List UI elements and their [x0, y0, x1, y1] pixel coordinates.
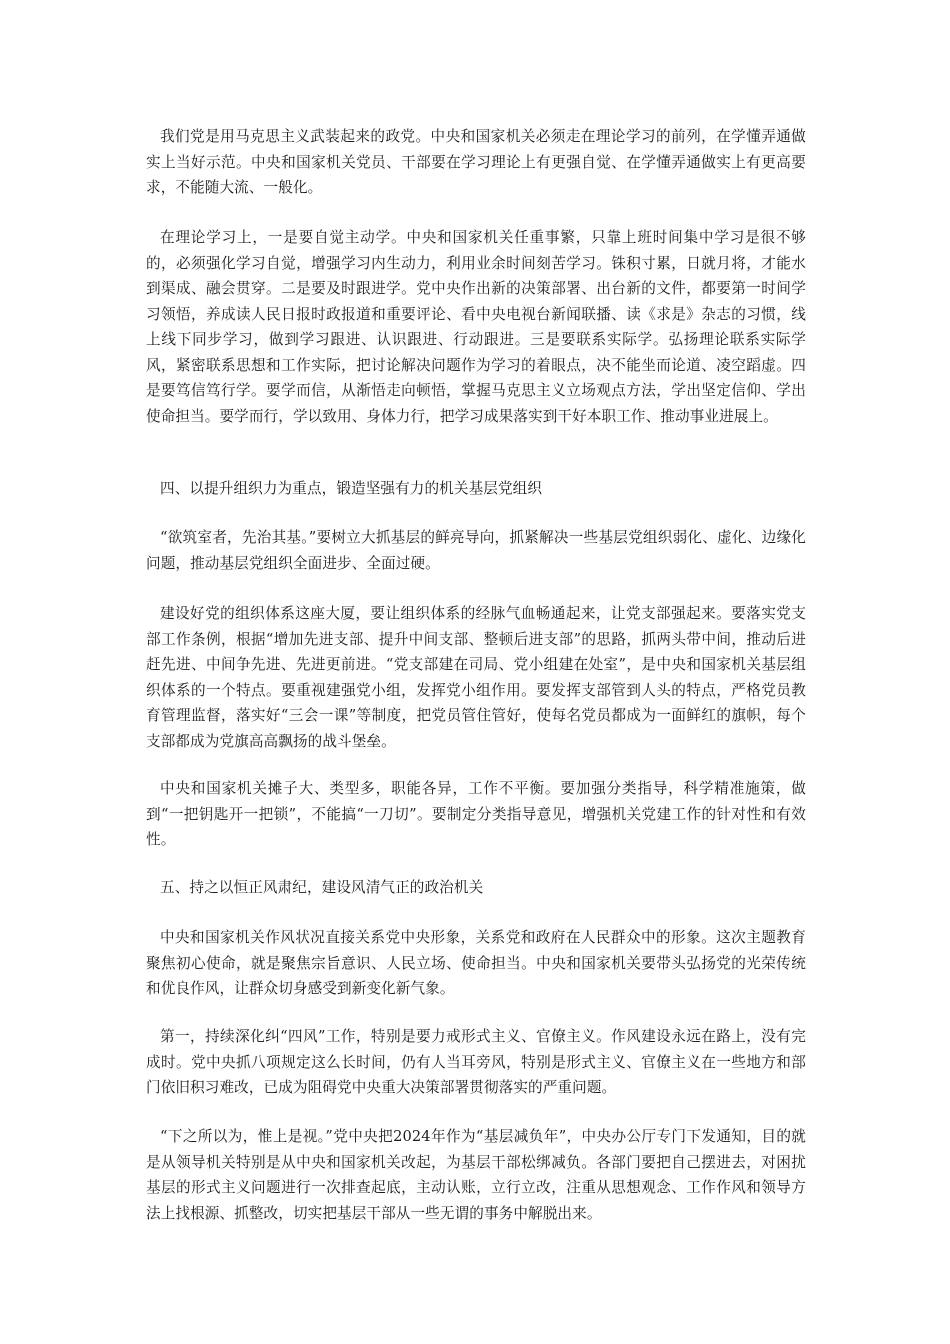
section-heading-five: 五、持之以恒正风肃纪，建设风清气正的政治机关	[160, 879, 484, 896]
paragraph-theory-study-methods: 在理论学习上，一是要自觉主动学。中央和国家机关任重事繁，只靠上班时间集中学习是很不够的，必须强化学习自觉，增强学习内生动力，利用业余时间刻苦学习。铢积寸累，日就月将，才能水到渠成、融会贯穿。二是要及时跟进学。党中央作出新的决策部署、出台新的文件，都要第一时间学习领悟，养成读人民日报时政报道和重要评论、看中央电视台新闻联播、读《求是》杂志的习惯，线上线下同步学习，做到学习跟进、认识跟进、行动跟进。三是要联系实际学。弘扬理论联系实际学风，紧密联系思想和工作实际，把讨论解决问题作为学习的着眼点，决不能坐而论道、凌空蹈虚。四是要笃信笃行学。要学而信，从渐悟走向顿悟，掌握马克思主义立场观点方法，学出坚定信仰、学出使命担当。要学而行，学以致用、身体力行，把学习成果落实到干好本职工作、推动事业进展上。	[146, 229, 806, 425]
paragraph-theory-study-intro: 我们党是用马克思主义武装起来的政党。中央和国家机关必须走在理论学习的前列，在学懂弄通做实上当好示范。中央和国家机关党员、干部要在学习理论上有更强自觉、在学懂弄通做实上有更高要求，不能随大流、一般化。	[146, 128, 806, 196]
section-heading-four: 四、以提升组织力为重点，锻造坚强有力的机关基层党组织	[160, 480, 543, 497]
paragraph-four-winds: 第一，持续深化纠“四风”工作，特别是要力戒形式主义、官僚主义。作风建设永远在路上，没有完成时。党中央抓八项规定这么长时间，仍有人当耳旁风，特别是形式主义、官僚主义在一些地方和部门依旧积习难改，已成为阻碍党中央重大决策部署贯彻落实的严重问题。	[146, 1028, 806, 1096]
paragraph-grassroots-foundation: “欲筑室者，先治其基。”要树立大抓基层的鲜亮导向，抓紧解决一些基层党组织弱化、虚化、边缘化问题，推动基层党组织全面进步、全面过硬。	[146, 529, 806, 572]
paragraph-work-style-image: 中央和国家机关作风状况直接关系党中央形象，关系党和政府在人民群众中的形象。这次主题教育聚焦初心使命，就是聚焦宗旨意识、人民立场、使命担当。中央和国家机关要带头弘扬党的光荣传统和优良作风，让群众切身感受到新变化新气象。	[146, 929, 806, 997]
paragraph-party-branch-building: 建设好党的组织体系这座大厦，要让组织体系的经脉气血畅通起来，让党支部强起来。要落实党支部工作条例，根据“增加先进支部、提升中间支部、整顿后进支部”的思路，抓两头带中间，推动后进赶先进、中间争先进、先进更前进。“党支部建在司局、党小组建在处室”，是中央和国家机关基层组织体系的一个特点。要重视建强党小组，发挥党小组作用。要发挥支部管到人头的特点，严格党员教育管理监督，落实好“三会一课”等制度，把党员管住管好，使每名党员都成为一面鲜红的旗帜，每个支部都成为党旗高高飘扬的战斗堡垒。	[146, 605, 806, 750]
paragraph-grassroots-burden-reduction: “下之所以为，惟上是视。”党中央把2024年作为“基层减负年”，中央办公厅专门下发通知，目的就是从领导机关特别是从中央和国家机关改起，为基层干部松绑减负。各部门要把自己摆进去，对困扰基层的形式主义问题进行一次排查起底，主动认账，立行立改，注重从思想观念、工作作风和领导方法上找根源、抓整改，切实把基层干部从一些无谓的事务中解脱出来。	[146, 1128, 806, 1222]
paragraph-classified-guidance: 中央和国家机关摊子大、类型多，职能各异，工作不平衡。要加强分类指导，科学精准施策，做到“一把钥匙开一把锁”，不能搞“一刀切”。要制定分类指导意见，增强机关党建工作的针对性和有效性。	[146, 780, 806, 848]
